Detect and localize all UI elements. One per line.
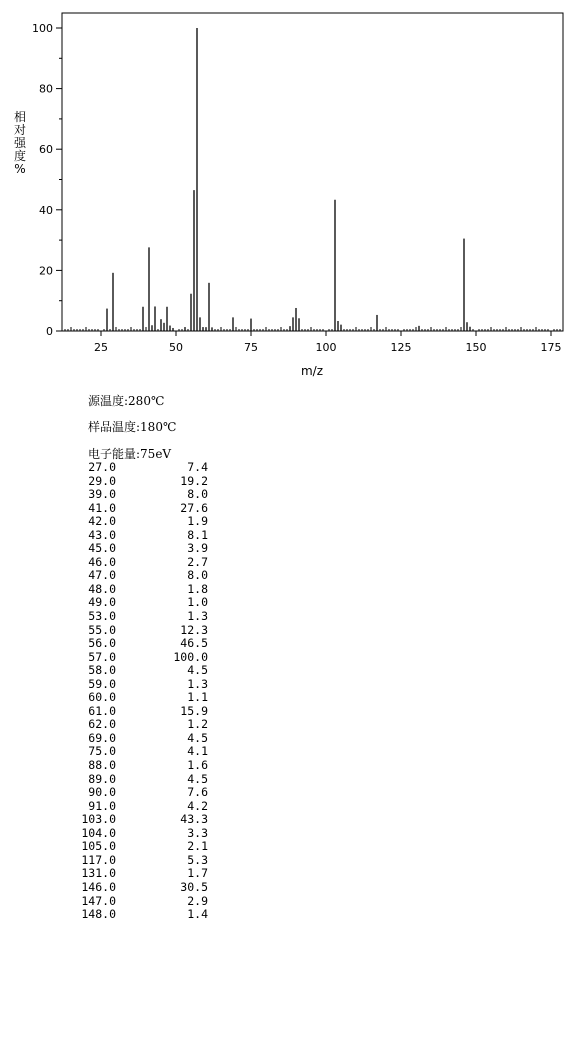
peak-intensity: 100.0	[173, 649, 208, 664]
peak-row	[70, 840, 208, 854]
peak-mz: 147.0	[81, 893, 116, 908]
peak-mz: 91.0	[88, 798, 116, 813]
peak-intensity: 1.9	[187, 514, 208, 529]
peak-row	[70, 854, 208, 868]
y-tick-label: 0	[46, 325, 53, 338]
peak-row	[70, 637, 208, 651]
peak-row	[70, 461, 208, 475]
peak-row	[70, 542, 208, 556]
peak-mz: 89.0	[88, 771, 116, 786]
source-temperature: 源温度:280℃	[88, 394, 165, 408]
x-tick-label: 25	[94, 341, 108, 354]
peak-mz: 105.0	[81, 839, 116, 854]
peak-mz: 46.0	[88, 554, 116, 569]
y-tick-label: 80	[39, 82, 53, 96]
peak-intensity: 19.2	[180, 473, 208, 488]
sample-temperature: 样品温度:180℃	[88, 420, 177, 434]
peak-row	[70, 610, 208, 624]
peak-mz: 131.0	[81, 866, 116, 881]
peak-intensity: 15.9	[180, 703, 208, 718]
peak-intensity: 43.3	[180, 812, 208, 827]
peak-mz: 88.0	[88, 758, 116, 773]
peak-row	[70, 556, 208, 570]
peak-mz: 59.0	[88, 676, 116, 691]
peak-row	[70, 827, 208, 841]
peak-mz: 47.0	[88, 568, 116, 583]
peak-row	[70, 745, 208, 759]
peak-intensity: 8.0	[187, 568, 208, 583]
peak-mz: 53.0	[88, 609, 116, 624]
peak-intensity: 7.6	[187, 785, 208, 800]
peak-intensity: 4.2	[187, 798, 208, 813]
x-tick-label: 75	[244, 341, 258, 354]
peak-row	[70, 529, 208, 543]
peak-intensity: 1.3	[187, 676, 208, 691]
peak-intensity: 27.6	[180, 500, 208, 515]
peak-mz: 148.0	[81, 907, 116, 922]
peak-intensity: 1.2	[187, 717, 208, 732]
peak-intensity: 7.4	[187, 460, 208, 474]
y-tick-label: 40	[39, 203, 53, 217]
peak-intensity: 5.3	[187, 852, 208, 867]
y-tick-label: 100	[32, 22, 53, 35]
peak-intensity: 1.1	[187, 690, 208, 705]
peak-row	[70, 569, 208, 583]
peak-row	[70, 759, 208, 773]
peak-intensity: 1.3	[187, 609, 208, 624]
peak-intensity: 30.5	[180, 879, 208, 894]
peak-row	[70, 502, 208, 516]
peak-row	[70, 488, 208, 502]
x-axis-ticks	[94, 331, 562, 354]
peak-mz: 39.0	[88, 487, 116, 502]
peak-row	[70, 475, 208, 489]
mass-spectrum-chart	[0, 0, 570, 380]
peak-intensity: 1.4	[187, 907, 208, 922]
peak-mz: 41.0	[88, 500, 116, 515]
x-tick-label: 175	[540, 341, 562, 354]
peak-row	[70, 800, 208, 814]
peak-mz: 43.0	[88, 527, 116, 542]
peak-row	[70, 813, 208, 827]
y-axis-title-char: 相	[13, 110, 27, 124]
peak-row	[70, 718, 208, 732]
peak-mz: 48.0	[88, 581, 116, 596]
y-axis-title	[14, 109, 27, 176]
peak-row	[70, 624, 208, 638]
peak-row	[70, 651, 208, 665]
peak-intensity: 4.5	[187, 771, 208, 786]
peak-row	[70, 678, 208, 692]
peak-mz: 55.0	[88, 622, 116, 637]
x-tick-label: 125	[390, 341, 412, 354]
peak-row	[70, 596, 208, 610]
peak-row	[70, 881, 208, 895]
y-axis-ticks	[32, 22, 62, 338]
peak-intensity: 4.5	[187, 730, 208, 745]
peak-mz: 56.0	[88, 636, 116, 651]
peak-intensity: 1.8	[187, 581, 208, 596]
y-axis-title-char: 对	[13, 123, 27, 137]
peak-intensity: 1.7	[187, 866, 208, 881]
peak-intensity: 4.5	[187, 663, 208, 678]
y-tick-label: 20	[39, 264, 53, 278]
peak-mz: 90.0	[88, 785, 116, 800]
peak-row	[70, 691, 208, 705]
peak-table	[70, 461, 208, 922]
peak-mz: 75.0	[88, 744, 116, 759]
peak-intensity: 12.3	[180, 622, 208, 637]
peak-row	[70, 732, 208, 746]
peak-intensity: 2.9	[187, 893, 208, 908]
peak-row	[70, 583, 208, 597]
peak-mz: 45.0	[88, 541, 116, 556]
peak-mz: 29.0	[88, 473, 116, 488]
peak-intensity: 8.0	[187, 487, 208, 502]
y-axis-title-char: 强	[13, 136, 27, 150]
y-axis-title-char: %	[14, 162, 26, 176]
peak-intensity: 1.6	[187, 758, 208, 773]
peak-row	[70, 705, 208, 719]
peak-intensity: 4.1	[187, 744, 208, 759]
peak-mz: 69.0	[88, 730, 116, 745]
peak-mz: 61.0	[88, 703, 116, 718]
peak-intensity: 2.1	[187, 839, 208, 854]
peak-row	[70, 908, 208, 922]
peak-mz: 57.0	[88, 649, 116, 664]
spectrum-bars	[107, 28, 470, 331]
peak-mz: 103.0	[81, 812, 116, 827]
peak-row	[70, 895, 208, 909]
peak-row	[70, 867, 208, 881]
peak-mz: 49.0	[88, 595, 116, 610]
peak-intensity: 3.3	[187, 825, 208, 840]
peak-mz: 60.0	[88, 690, 116, 705]
peak-intensity: 3.9	[187, 541, 208, 556]
peak-mz: 62.0	[88, 717, 116, 732]
peak-mz: 58.0	[88, 663, 116, 678]
peak-intensity: 8.1	[187, 527, 208, 542]
peak-mz: 146.0	[81, 879, 116, 894]
peak-mz: 27.0	[88, 460, 116, 474]
y-tick-label: 60	[39, 143, 53, 157]
peak-row	[70, 664, 208, 678]
peak-row	[70, 786, 208, 800]
x-tick-label: 50	[169, 341, 183, 354]
peak-row	[70, 515, 208, 529]
peak-intensity: 1.0	[187, 595, 208, 610]
peak-mz: 104.0	[81, 825, 116, 840]
x-minor-ticks	[62, 327, 563, 331]
peak-row	[70, 773, 208, 787]
peak-intensity: 2.7	[187, 554, 208, 569]
electron-energy: 电子能量:75eV	[88, 447, 172, 461]
peak-mz: 117.0	[81, 852, 116, 867]
x-tick-label: 100	[315, 341, 337, 354]
plot-frame	[62, 13, 563, 331]
x-axis-title: m/z	[300, 364, 324, 378]
x-tick-label: 150	[465, 341, 487, 354]
peak-mz: 42.0	[88, 514, 116, 529]
peak-intensity: 46.5	[180, 636, 208, 651]
y-axis-title-char: 度	[13, 149, 27, 163]
